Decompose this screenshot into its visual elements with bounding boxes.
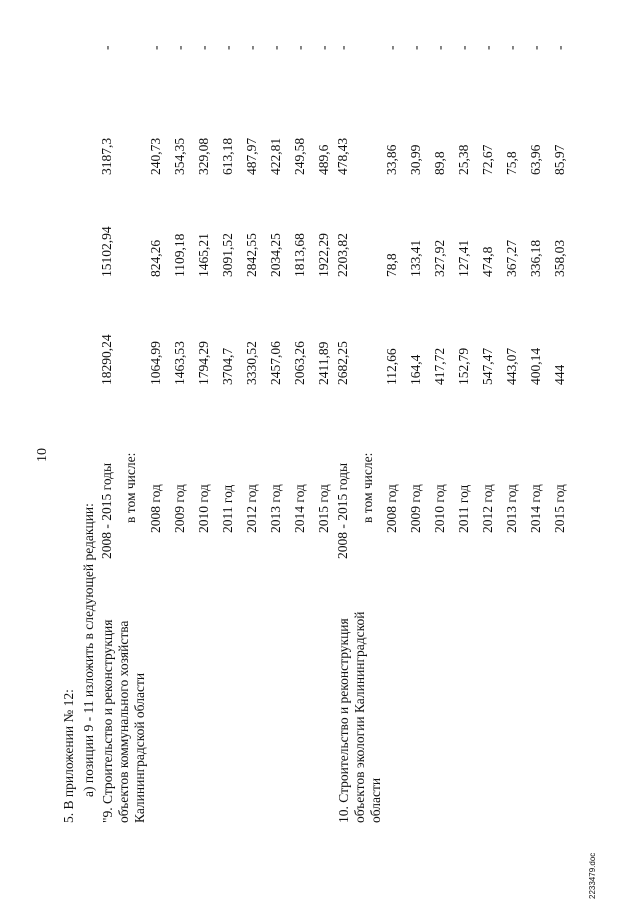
project-9-cell: - [172,45,187,50]
project-10-cell: 152,79 [456,347,471,385]
project-9-cell: - [316,45,331,50]
project-10-cell: - [432,45,447,50]
project-9-total-all: 18290,24 [99,334,114,385]
project-9-year-row: 2008 год [148,484,163,533]
project-10-year-row: 2015 год [552,484,567,533]
project-10-cell: 358,03 [552,239,567,277]
project-9-total-col3: 3187,3 [99,137,114,175]
project-9-cell: 1064,99 [148,341,163,385]
project-10-cell: - [504,45,519,50]
project-9-cell: - [244,45,259,50]
project-9-cell: 3704,7 [220,347,235,385]
project-10-cell: 336,18 [528,239,543,277]
project-10-cell: 89,8 [432,151,447,175]
project-9-cell: 3091,52 [220,233,235,277]
project-9-cell: 240,73 [148,137,163,175]
project-9-cell: - [196,45,211,50]
project-10-cell: - [408,45,423,50]
project-9-cell: 2411,89 [316,341,331,385]
project-10-cell: 33,86 [384,144,399,175]
project-10-cell: - [552,45,567,50]
project-10-cell: 63,96 [528,144,543,175]
project-9-cell: 487,97 [244,137,259,175]
project-9-cell: 2457,06 [268,341,283,385]
project-9-cell: 1109,18 [172,233,187,277]
project-9-period: 2008 - 2015 годы [99,462,114,559]
project-9-cell: - [292,45,307,50]
project-10-cell: 417,72 [432,347,447,385]
project-9-cell: 249,58 [292,137,307,175]
intro-line-2: а) позиции 9 - 11 изложить в следующей редакции: [81,503,96,797]
project-10-year-row: 2010 год [432,484,447,533]
project-10-cell: - [456,45,471,50]
project-10-year-row: 2012 год [480,484,495,533]
project-10-cell: 25,38 [456,144,471,175]
project-10-year-row: 2008 год [384,484,399,533]
project-9-including-label: в том числе: [123,452,138,523]
project-9-cell: 2034,25 [268,233,283,277]
project-9-year-row: 2015 год [316,484,331,533]
project-10-year-row: 2009 год [408,484,423,533]
project-9-cell: - [220,45,235,50]
project-10-cell: 327,92 [432,239,447,277]
project-9-cell: - [148,45,163,50]
project-10-cell: 400,14 [528,347,543,385]
project-9-cell: 2063,26 [292,341,307,385]
project-9-cell: 1465,21 [196,233,211,277]
project-10-cell: - [384,45,399,50]
project-9-cell: 1794,29 [196,341,211,385]
project-10-cell: 443,07 [504,347,519,385]
project-10-cell: - [528,45,543,50]
project-9-total-col4: - [99,45,114,50]
project-9-year-row: 2012 год [244,484,259,533]
project-9-cell: 329,08 [196,137,211,175]
project-9-total-col2: 15102,94 [99,226,114,277]
project-10-cell: 112,66 [384,348,399,385]
project-10-cell: 444 [552,364,567,385]
project-10-total-all: 2682,25 [335,341,350,385]
project-9-year-row: 2009 год [172,484,187,533]
project-10-cell: 30,99 [408,144,423,175]
project-9-year-row: 2011 год [220,484,235,533]
page-number: 10 [35,448,50,462]
project-10-cell: 367,27 [504,239,519,277]
project-9-year-row: 2010 год [196,484,211,533]
project-9-cell: 354,35 [172,137,187,175]
project-9-cell: - [268,45,283,50]
project-10-total-col3: 478,43 [335,137,350,175]
project-10-total-col4: - [335,45,350,50]
footer-filename: 2233479.doc [588,852,597,899]
project-9-cell: 1813,68 [292,233,307,277]
project-10-cell: 127,41 [456,239,471,277]
project-9-cell: 1922,29 [316,233,331,277]
project-10-including-label: в том числе: [360,452,375,523]
project-9-cell: 3330,52 [244,341,259,385]
project-10-year-row: 2011 год [456,484,471,533]
project-9-cell: 422,81 [268,137,283,175]
project-10-cell: 474,8 [480,246,495,277]
project-10-year-row: 2014 год [528,484,543,533]
project-10-name: 10. Строительство и реконструкция объектов экологии Калининградской области [336,611,383,823]
project-9-cell: 489,6 [316,144,331,175]
project-10-total-col2: 2203,82 [335,233,350,277]
project-9-cell: 824,26 [148,239,163,277]
project-9-year-row: 2013 год [268,484,283,533]
project-10-cell: 78,8 [384,253,399,277]
project-9-cell: 2842,55 [244,233,259,277]
project-10-cell: 547,47 [480,347,495,385]
project-9-cell: 613,18 [220,137,235,175]
project-10-year-row: 2013 год [504,484,519,533]
project-10-period: 2008 - 2015 годы [335,462,350,559]
project-9-name: "9. Строительство и реконструкция объектов коммунального хозяйства Калининградской области [100,619,147,823]
project-10-cell: 75,8 [504,151,519,175]
intro-line-1: 5. В приложении № 12: [61,689,76,823]
project-10-cell: 72,67 [480,144,495,175]
project-10-cell: 85,97 [552,144,567,175]
project-10-cell: 164,4 [408,354,423,385]
project-10-cell: - [480,45,495,50]
project-10-cell: 133,41 [408,239,423,277]
project-9-cell: 1463,53 [172,341,187,385]
project-9-year-row: 2014 год [292,484,307,533]
